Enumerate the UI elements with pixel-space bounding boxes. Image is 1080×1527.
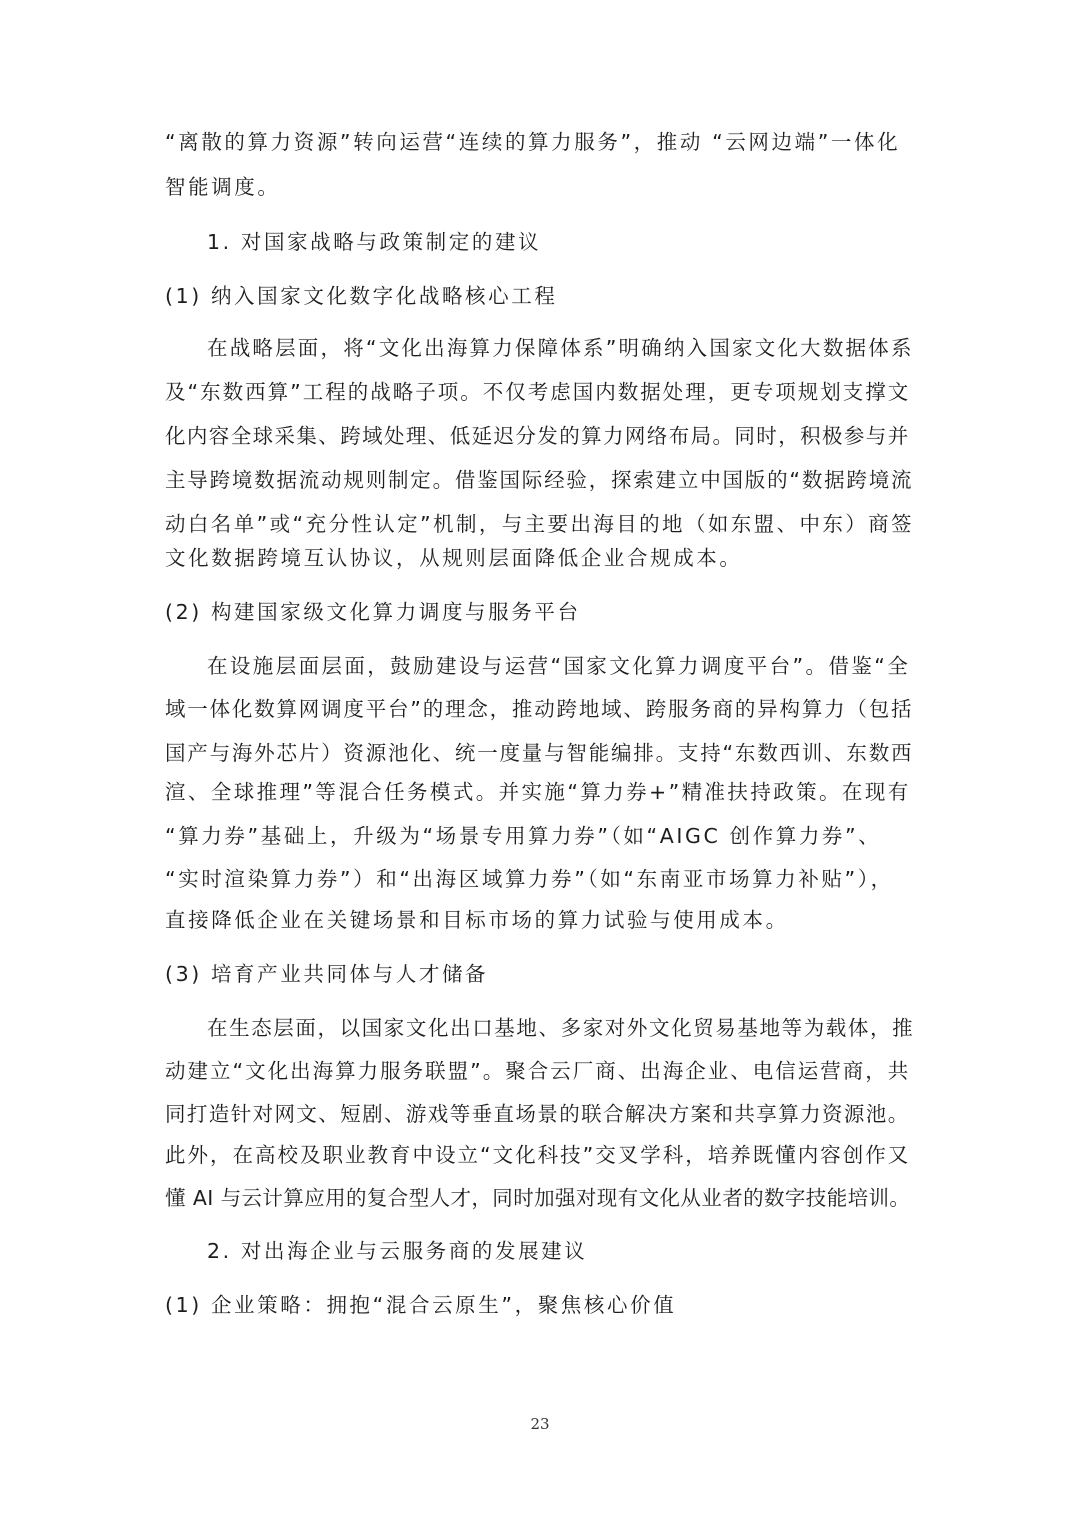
paragraph-line: 国产与海外芯片）资源池化、统一度量与智能编排。支持“东数西训、东数西 <box>165 741 914 765</box>
paragraph-line: 直接降低企业在关键场景和目标市场的算力试验与使用成本。 <box>165 908 789 932</box>
paragraph-line: 动建立“文化出海算力服务联盟”。聚合云厂商、出海企业、电信运营商，共 <box>165 1059 911 1083</box>
subsection-heading: (3) 培育产业共同体与人才储备 <box>165 962 489 986</box>
paragraph-line: 主导跨境数据流动规则制定。借鉴国际经验，探索建立中国版的“数据跨境流 <box>165 468 914 492</box>
paragraph-line: 智能调度。 <box>165 175 281 199</box>
paragraph-line: 动白名单”或“充分性认定”机制，与主要出海目的地（如东盟、中东）商签 <box>165 512 914 536</box>
paragraph-line: 及“东数西算”工程的战略子项。不仅考虑国内数据处理，更专项规划支撑文 <box>165 380 911 404</box>
page-number: 23 <box>530 1415 550 1433</box>
subsection-heading: (1) 企业策略：拥抱“混合云原生”，聚焦核心价值 <box>165 1293 677 1317</box>
paragraph-line: 在战略层面，将“文化出海算力保障体系”明确纳入国家文化大数据体系 <box>207 336 914 360</box>
paragraph-line: 在设施层面层面，鼓励建设与运营“国家文化算力调度平台”。借鉴“全 <box>207 654 911 678</box>
subsection-heading: (2) 构建国家级文化算力调度与服务平台 <box>165 600 581 624</box>
paragraph-line: “离散的算力资源”转向运营“连续的算力服务”，推动 “云网边端”一体化 <box>165 130 901 154</box>
paragraph-line: 同打造针对网文、短剧、游戏等垂直场景的联合解决方案和共享算力资源池。 <box>165 1102 910 1126</box>
section-heading: 2. 对出海企业与云服务商的发展建议 <box>207 1239 588 1263</box>
paragraph-line: “算力券”基础上，升级为“场景专用算力券”（如“AIGC 创作算力券”、 <box>165 824 882 848</box>
paragraph-line: 化内容全球采集、跨域处理、低延迟分发的算力网络布局。同时，积极参与并 <box>165 424 910 448</box>
paragraph-line: “实时渲染算力券”）和“出海区域算力券”（如“东南亚市场算力补贴”）， <box>165 867 894 891</box>
paragraph-line: 渲、全球推理”等混合任务模式。并实施“算力券+”精准扶持政策。在现有 <box>165 780 911 804</box>
paragraph-line: 文化数据跨境互认协议，从规则层面降低企业合规成本。 <box>165 546 743 570</box>
subsection-heading: (1) 纳入国家文化数字化战略核心工程 <box>165 284 558 308</box>
section-heading: 1. 对国家战略与政策制定的建议 <box>207 230 542 254</box>
paragraph-line: 域一体化数算网调度平台”的理念，推动跨地域、跨服务商的异构算力（包括 <box>165 697 914 721</box>
paragraph-line: 懂 AI 与云计算应用的复合型人才，同时加强对现有文化从业者的数字技能培训。 <box>165 1186 911 1210</box>
paragraph-line: 在生态层面，以国家文化出口基地、多家对外文化贸易基地等为载体，推 <box>207 1016 915 1040</box>
paragraph-line: 此外，在高校及职业教育中设立“文化科技”交叉学科，培养既懂内容创作又 <box>165 1143 911 1167</box>
